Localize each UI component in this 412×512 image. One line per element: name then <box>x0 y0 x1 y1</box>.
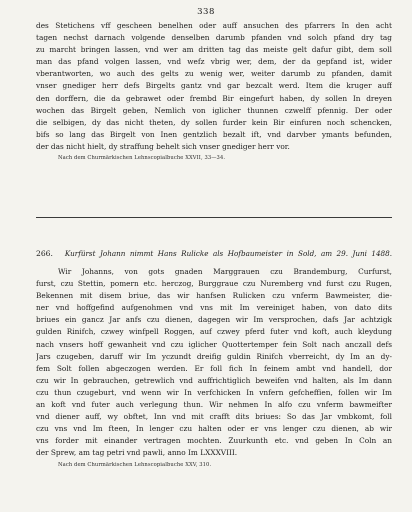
text-line: vnser gnediger herr defs Birgelts gantz vnd gar bezcalt werd. Item die kruger auff <box>36 81 392 91</box>
top-section <box>36 20 392 164</box>
text-line: bifs so lang das Birgelt von Inen gentzlich bezalt ift, vnd darvber ymants befunden, <box>36 129 392 139</box>
text-line: vns forder mit einander vertragen mochten. Zuurkunth etc. vnd geben In Coln an <box>36 436 392 446</box>
text-line: vberantworten, wo auch des gelts zu wenig wer, weiter darumb zu pfanden, damit <box>36 69 392 79</box>
document-number: 266. <box>36 249 53 258</box>
source-note: Nach dem Churmärkischen Lehnscopialbuche XXVII, 33—34. <box>58 155 226 162</box>
text-line: der Sprew, am tag petri vnd pawli, anno Im LXXXVIII. <box>36 448 238 458</box>
page-number: 338 <box>197 7 215 17</box>
text-line: an koft vnd futer auch verlegung thun. Wir nehmen In alfo czu vnferm bawmeifter <box>36 400 392 410</box>
text-line: czu vns vnd Im fteen, In lenger czu halten oder er vns lenger czu dienen, ab wir <box>36 424 392 434</box>
text-line: furst, czu Stettin, pomern etc. herczog, Burggraue czu Nuremberg vnd furst czu Rugen, <box>36 279 392 289</box>
document-body <box>36 266 392 471</box>
text-line: man das pfand volgen lassen, vnd wefz vbrig wer, dem, der da gepfand ist, wider <box>36 57 392 67</box>
document-heading <box>36 248 392 260</box>
text-line: briues ein gancz Jar anfs czu dienen, dagegen wir Im versprochen, dafs Jar achtzigk <box>36 315 392 325</box>
text-line: den dorffern, die da gebrawet oder frembd Bir eingefurt haben, dy sollen In dreyen <box>36 93 392 103</box>
text-line: der das nicht hielt, dy straffung behelt sich vnser gnediger herr vor. <box>36 141 290 151</box>
text-line: ner vnd hoffgefind aufgenohmen vnd vns mit Im vereiniget haben, von dato dits <box>36 303 392 313</box>
text-line: fem Solt follen abgeczogen werden. Er foll fich In feinem ambt vnd handell, dor <box>36 363 392 373</box>
text-line: tagen nechst darnach volgende denselben darumb pfanden vnd solch pfand dry tag <box>36 33 392 43</box>
text-line: Jars czugeben, daruff wir Im yczundt dreifig guldin Rinifch vberreicht, dy Im an dy- <box>36 351 392 361</box>
section-divider <box>36 217 392 218</box>
text-line: czu thun czugeburt, vnd wenn wir In verfchicken In vnfern gefcheffien, follen wir Im <box>36 387 392 397</box>
text-line: gulden Rinifch, czwey winfpell Roggen, auf czwey pferd futer vnd koft, auch kleydung <box>36 327 392 337</box>
text-line: zu marcht bringen lassen, vnd wer am dritten tag das meiste gelt dafur gibt, dem soll <box>36 45 392 55</box>
text-line: vnd diener auff, wy obftet, Inn vnd mit crafft dits briues: So das Jar vmbkomt, foll <box>36 412 392 422</box>
document-title: Kurfürst Johann nimmt Hans Rulicke als Hofbaumeister in Sold, am 29. Juni 1488. <box>64 249 392 258</box>
text-line: des Stetichens vff gescheen benelhen oder auff ansuchen des pfarrers In den acht <box>36 21 392 30</box>
text-line: Wir Johanns, von gots gnaden Marggrauen czu Brandemburg, Curfurst, <box>58 267 392 276</box>
text-line: die selbigen, dy das nicht theten, dy sollen furder kein Bir einfuren noch schencken, <box>36 117 392 127</box>
source-note: Nach dem Churmärkischen Lehnscopialbuche XXV, 310. <box>58 461 212 468</box>
text-line: wochen das Birgelt geben, Nemlich von iglicher thunnen czwelff pfennig. Der oder <box>36 105 392 115</box>
text-line: czu wir In gebrauchen, getrewlich vnd auffrichtiglich beweifen vnd halten, als Im dann <box>36 375 392 385</box>
text-line: nach vnsers hoff gewanheit vnd czu iglicher Quottertemper fein Solt nach anczall defs <box>36 339 392 349</box>
text-line: Bekennen mit disem briue, das wir hanfsen Rulicken czu vnferm Bawmeister, die- <box>36 291 392 301</box>
